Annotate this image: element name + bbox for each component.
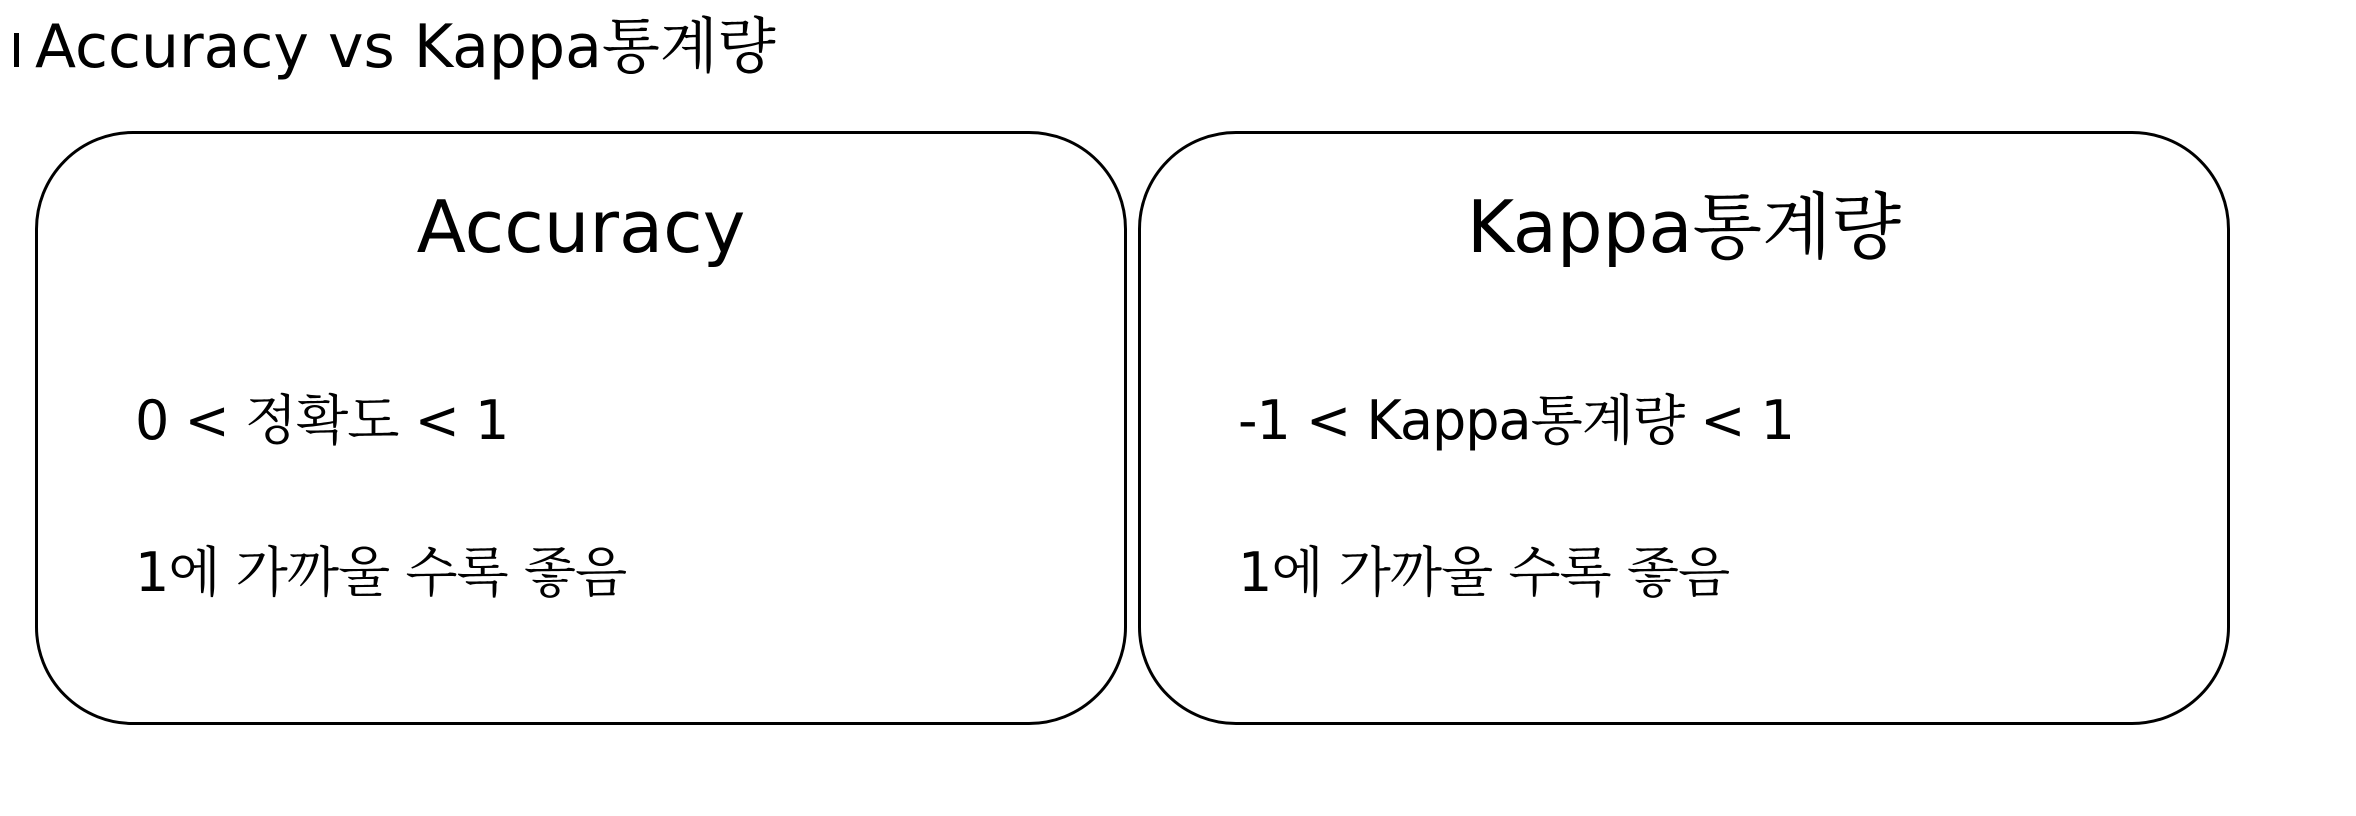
accuracy-card	[35, 131, 1127, 725]
page-title	[14, 2, 776, 92]
accuracy-note-text: 1에 가까울 수록 좋음	[135, 541, 627, 604]
kappa-range-text: -1 < Kappa통계량 < 1	[1238, 389, 1795, 452]
accuracy-card-title: Accuracy	[416, 185, 746, 269]
page-title-text: Accuracy vs Kappa통계량	[35, 12, 776, 82]
title-bullet-marker	[14, 33, 19, 67]
accuracy-range-text: 0 < 정확도 < 1	[135, 389, 509, 452]
kappa-card	[1138, 131, 2230, 725]
kappa-card-title: Kappa통계량	[1466, 185, 1902, 269]
kappa-note-text: 1에 가까울 수록 좋음	[1238, 541, 1730, 604]
